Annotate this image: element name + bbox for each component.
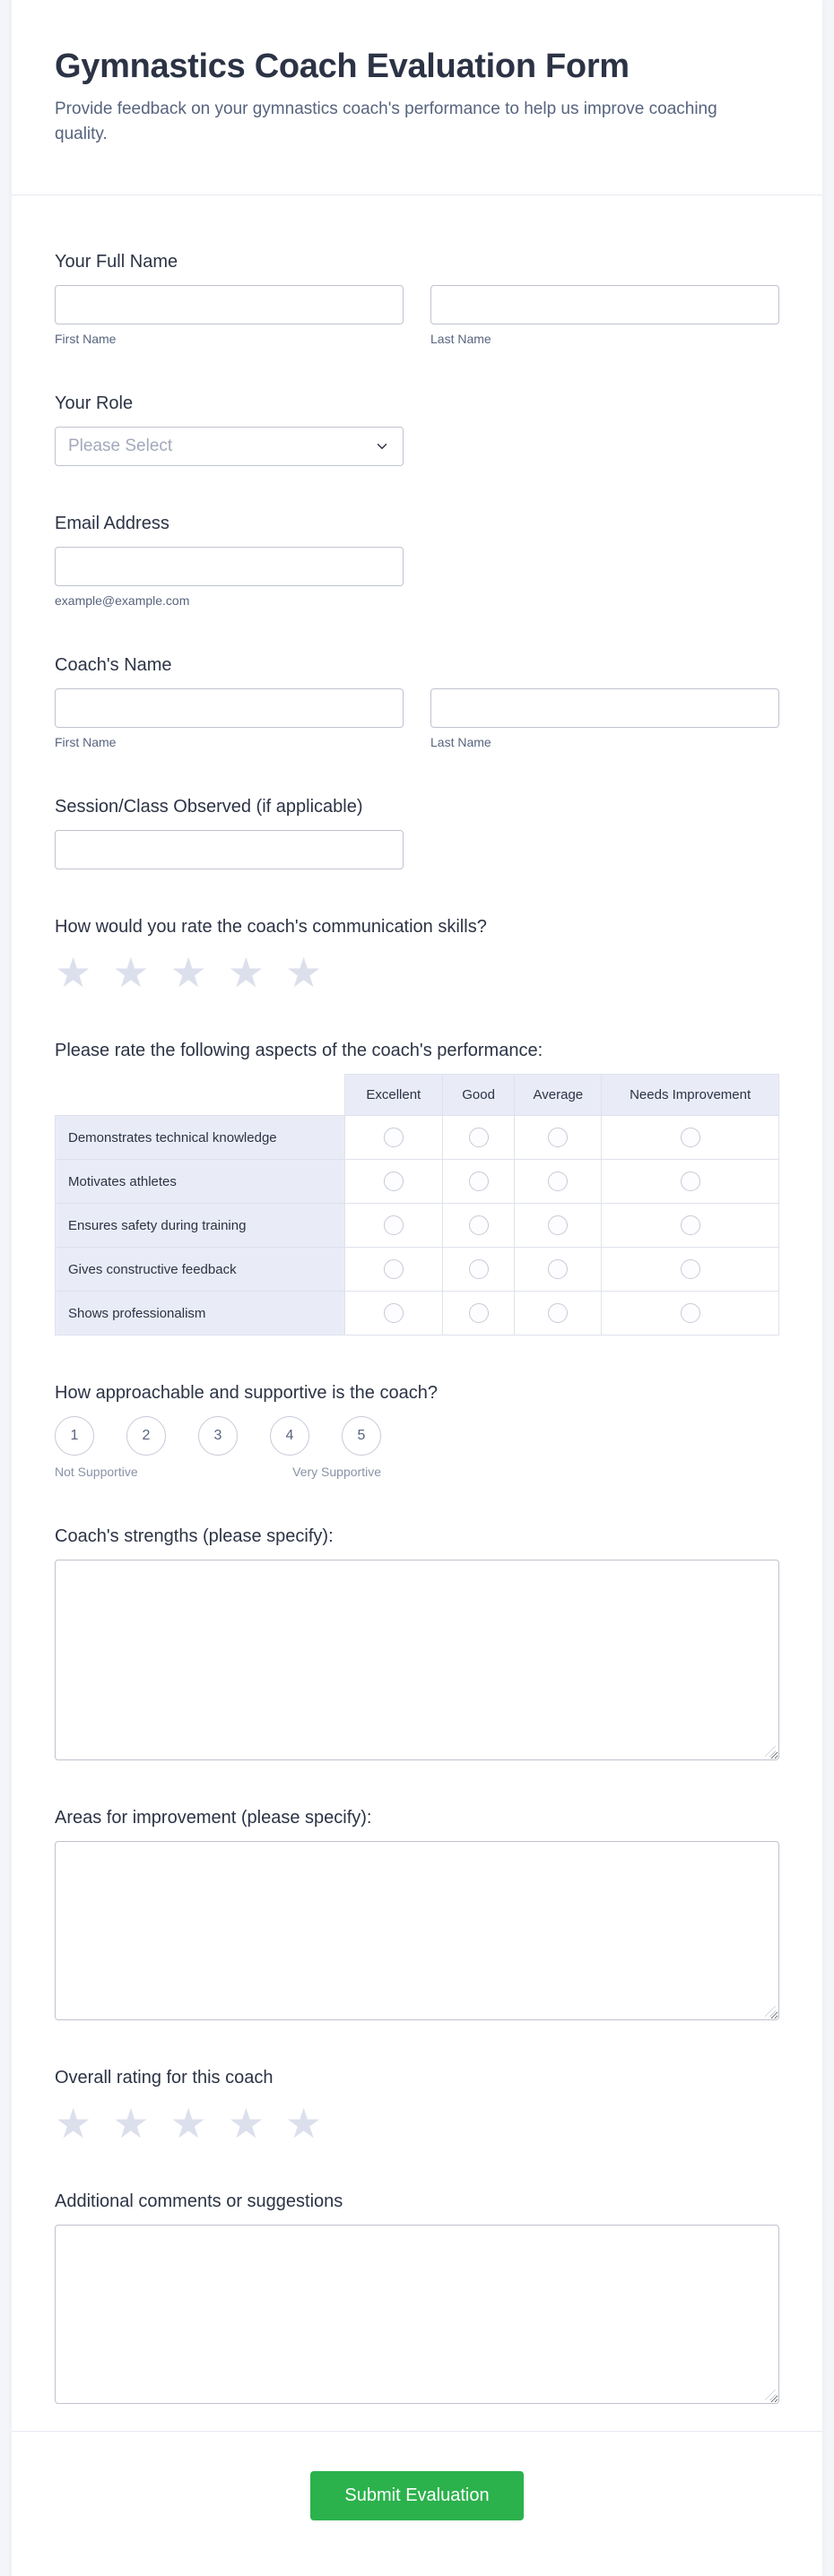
form-header — [12, 0, 822, 195]
email-input[interactable] — [55, 547, 404, 586]
radio-button[interactable] — [548, 1215, 568, 1235]
star-icon[interactable]: ★ — [169, 949, 207, 997]
star-icon[interactable]: ★ — [112, 949, 150, 997]
submit-button[interactable]: Submit Evaluation — [310, 2471, 523, 2520]
radio-button[interactable] — [548, 1128, 568, 1147]
scale-option-3[interactable]: 3 — [198, 1416, 238, 1456]
radio-button[interactable] — [548, 1303, 568, 1323]
radio-button[interactable] — [681, 1303, 700, 1323]
radio-button[interactable] — [548, 1259, 568, 1279]
star-icon[interactable]: ★ — [112, 2100, 150, 2148]
last-name-sublabel: Last Name — [430, 332, 491, 347]
matrix-column-header: Needs Improvement — [602, 1075, 779, 1116]
radio-button[interactable] — [469, 1215, 489, 1235]
star-icon[interactable]: ★ — [227, 949, 265, 997]
scale-endpoint-labels — [55, 1465, 381, 1479]
first-name-sublabel: First Name — [55, 332, 117, 347]
coach-name-label: Coach's Name — [55, 655, 172, 676]
radio-button[interactable] — [384, 1215, 404, 1235]
coach-last-name-input[interactable] — [430, 688, 779, 728]
star-icon[interactable]: ★ — [285, 949, 323, 997]
radio-button[interactable] — [469, 1128, 489, 1147]
matrix-row-label: Gives constructive feedback — [56, 1248, 345, 1292]
overall-star-rating — [55, 2100, 779, 2148]
coach-first-name-input[interactable] — [55, 688, 404, 728]
field-session-observed — [55, 796, 779, 869]
matrix-column-header: Good — [442, 1075, 515, 1116]
matrix-column-header: Excellent — [344, 1075, 442, 1116]
comments-textarea[interactable] — [55, 2225, 779, 2404]
role-label: Your Role — [55, 393, 134, 414]
session-input[interactable] — [55, 830, 404, 869]
radio-button[interactable] — [469, 1259, 489, 1279]
matrix-row — [56, 1116, 779, 1160]
radio-button[interactable] — [384, 1171, 404, 1191]
full-name-label: Your Full Name — [55, 252, 178, 272]
radio-button[interactable] — [469, 1171, 489, 1191]
field-communication-rating — [55, 916, 779, 997]
scale-option-2[interactable]: 2 — [126, 1416, 166, 1456]
matrix-row — [56, 1248, 779, 1292]
form-body — [12, 195, 822, 2404]
role-select[interactable] — [55, 427, 404, 466]
matrix-row — [56, 1292, 779, 1336]
chevron-down-icon — [374, 438, 390, 454]
your-last-name-input[interactable] — [430, 285, 779, 324]
form-title: Gymnastics Coach Evaluation Form — [55, 48, 630, 85]
improvement-label: Areas for improvement (please specify): — [55, 1808, 372, 1828]
overall-label: Overall rating for this coach — [55, 2068, 274, 2088]
radio-button[interactable] — [681, 1215, 700, 1235]
email-sublabel: example@example.com — [55, 593, 190, 609]
field-supportive-scale — [55, 1382, 779, 1479]
field-coach-name — [55, 654, 779, 749]
improvement-textarea[interactable] — [55, 1841, 779, 2020]
form-subtitle: Provide feedback on your gymnastics coach's performance to help us improve coaching quality. — [55, 99, 717, 143]
radio-button[interactable] — [681, 1128, 700, 1147]
radio-button[interactable] — [681, 1171, 700, 1191]
star-icon[interactable]: ★ — [169, 2100, 207, 2148]
strengths-label: Coach's strengths (please specify): — [55, 1526, 334, 1547]
matrix-row-label: Ensures safety during training — [56, 1204, 345, 1248]
radio-button[interactable] — [384, 1259, 404, 1279]
matrix-corner-cell — [56, 1075, 345, 1116]
field-overall-rating — [55, 2067, 779, 2148]
radio-button[interactable] — [384, 1128, 404, 1147]
radio-button[interactable] — [681, 1259, 700, 1279]
field-your-role — [55, 393, 779, 466]
star-icon[interactable]: ★ — [285, 2100, 323, 2148]
matrix-row-label: Motivates athletes — [56, 1160, 345, 1204]
matrix-row — [56, 1204, 779, 1248]
field-performance-matrix — [55, 1040, 779, 1336]
star-icon[interactable]: ★ — [55, 949, 92, 997]
session-label: Session/Class Observed (if applicable) — [55, 797, 363, 817]
coach-last-name-sublabel: Last Name — [430, 735, 491, 750]
star-icon[interactable]: ★ — [55, 2100, 92, 2148]
field-email — [55, 513, 779, 608]
scale-left-label: Not Supportive — [55, 1465, 138, 1480]
scale-option-4[interactable]: 4 — [270, 1416, 309, 1456]
radio-button[interactable] — [469, 1303, 489, 1323]
matrix-header-row — [56, 1075, 779, 1116]
matrix-column-header: Average — [515, 1075, 602, 1116]
radio-button[interactable] — [548, 1171, 568, 1191]
star-icon[interactable]: ★ — [227, 2100, 265, 2148]
coach-first-name-sublabel: First Name — [55, 735, 117, 750]
role-select-placeholder: Please Select — [68, 437, 173, 456]
matrix-label: Please rate the following aspects of the coach's performance: — [55, 1041, 543, 1061]
comments-label: Additional comments or suggestions — [55, 2191, 343, 2212]
form-card — [12, 0, 822, 2576]
strengths-textarea[interactable] — [55, 1560, 779, 1760]
supportive-scale — [55, 1416, 779, 1456]
matrix-row — [56, 1160, 779, 1204]
field-strengths — [55, 1526, 779, 1760]
communication-star-rating — [55, 949, 779, 997]
scale-option-1[interactable]: 1 — [55, 1416, 94, 1456]
email-label: Email Address — [55, 514, 169, 534]
your-first-name-input[interactable] — [55, 285, 404, 324]
radio-button[interactable] — [384, 1303, 404, 1323]
scale-option-5[interactable]: 5 — [342, 1416, 381, 1456]
submit-section — [12, 2431, 822, 2576]
communication-label: How would you rate the coach's communication skills? — [55, 917, 487, 938]
scale-right-label: Very Supportive — [292, 1465, 381, 1480]
supportive-label: How approachable and supportive is the coach? — [55, 1383, 438, 1404]
field-improvement — [55, 1807, 779, 2020]
matrix-row-label: Demonstrates technical knowledge — [56, 1116, 345, 1160]
field-your-full-name — [55, 251, 779, 346]
matrix-row-label: Shows professionalism — [56, 1292, 345, 1336]
performance-matrix-table — [55, 1074, 779, 1336]
field-comments — [55, 2191, 779, 2404]
